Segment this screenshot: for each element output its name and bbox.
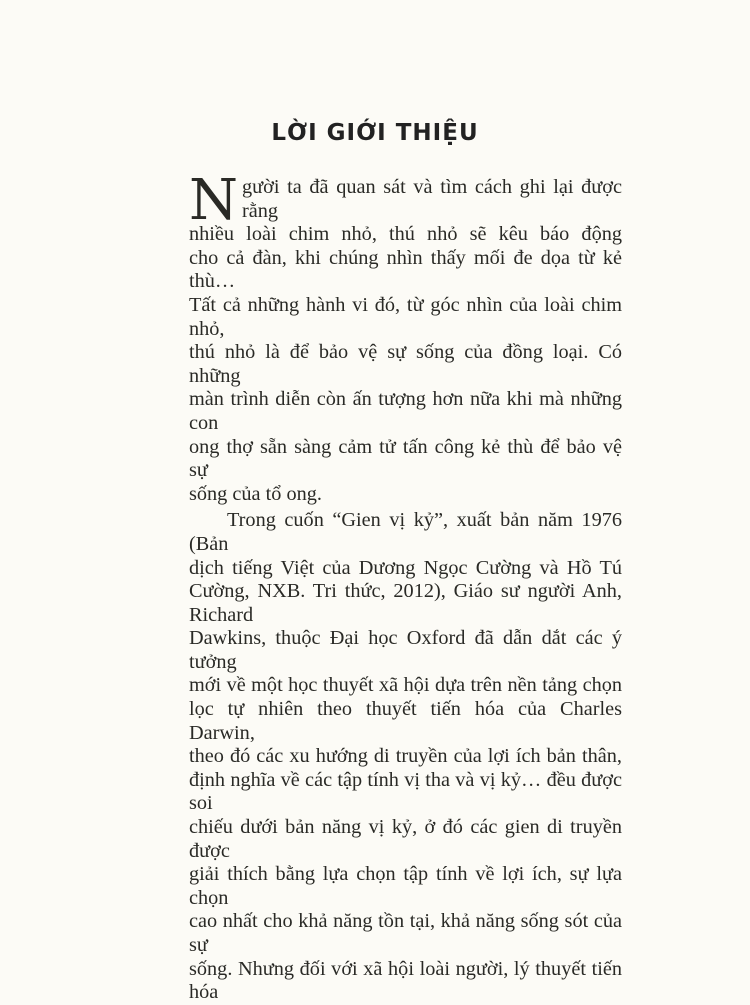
text-line: dịch tiếng Việt của Dương Ngọc Cường và Hồ Tú — [189, 556, 622, 579]
text-line: giải thích bằng lựa chọn tập tính về lợi ích, sự lựa chọn — [189, 863, 622, 909]
chapter-title: LỜI GIỚI THIỆU — [271, 120, 479, 146]
text-line: cho cả đàn, khi chúng nhìn thấy mối đe dọa từ kẻ thù… — [189, 246, 622, 293]
text-line: Cường, NXB. Tri thức, 2012), Giáo sư người Anh, Richard — [189, 580, 622, 626]
text-line: màn trình diễn còn ấn tượng hơn nữa khi mà những con — [189, 388, 622, 434]
text-line: sống của tổ ong. — [189, 482, 322, 505]
text-line: sống. Nhưng đối với xã hội loài người, lý thuyết tiến hóa — [189, 957, 622, 1004]
text-line: mới về một học thuyết xã hội dựa trên nền tảng chọn — [189, 674, 622, 697]
text-line: định nghĩa về các tập tính vị tha và vị kỷ… đều được soi — [189, 768, 622, 815]
drop-cap: N — [189, 168, 238, 233]
paragraph-1 — [189, 168, 622, 506]
text-line: Trong cuốn “Gien vị kỷ”, xuất bản năm 1976 (Bản — [189, 509, 622, 555]
text-line: lọc tự nhiên theo thuyết tiến hóa của Charles Darwin, — [189, 698, 622, 744]
text-line: ong thợ sẵn sàng cảm tử tấn công kẻ thù để bảo vệ sự — [189, 435, 622, 482]
text-line: thú nhỏ là để bảo vệ sự sống của đồng loại. Có những — [189, 341, 622, 387]
text-line: cao nhất cho khả năng tồn tại, khả năng sống sót của sự — [189, 910, 622, 956]
text-line: nhiều loài chim nhỏ, thú nhỏ sẽ kêu báo động — [189, 223, 622, 246]
text-line: theo đó các xu hướng di truyền của lợi ích bản thân, — [189, 745, 622, 768]
chapter-body — [189, 168, 622, 1005]
paragraph-2 — [189, 509, 622, 1004]
text-line: Tất cả những hành vi đó, từ góc nhìn của loài chim nhỏ, — [189, 293, 622, 340]
text-line: gười ta đã quan sát và tìm cách ghi lại được rằng — [242, 176, 622, 222]
text-line: chiếu dưới bản năng vị kỷ, ở đó các gien di truyền được — [189, 816, 622, 862]
text-line: Dawkins, thuộc Đại học Oxford đã dẫn dắt các ý tưởng — [189, 627, 622, 673]
